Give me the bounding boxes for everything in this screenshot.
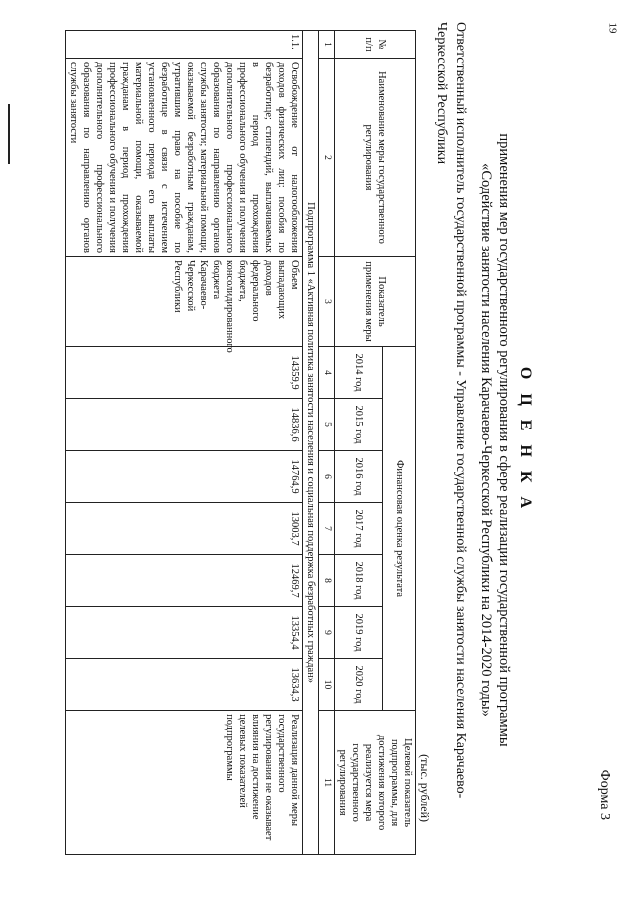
header-year: 2014 год: [335, 347, 383, 399]
responsible-executor: Ответственный исполнитель государственной программы - Управление государственной службы занятости населения Карачаево-Черкесской Республики: [434, 22, 468, 799]
header-year: 2016 год: [335, 451, 383, 503]
column-number: 4: [319, 347, 335, 399]
page-number: 19: [606, 22, 619, 34]
header-indicator: Показатель применения меры: [335, 257, 416, 347]
assessment-table: [65, 30, 416, 855]
value-2018: 12469,7: [66, 555, 303, 607]
form-label: Форма 3: [597, 769, 612, 820]
column-number: 5: [319, 399, 335, 451]
subprogram-heading: Подпрограмма 1 «Активная политика занятости населения и социальная поддержка безработных граждан»: [303, 31, 319, 855]
rotated-document: [10, 0, 620, 880]
table-row: [66, 31, 303, 855]
value-2016: 14764,9: [66, 451, 303, 503]
value-2014: 14359,9: [66, 347, 303, 399]
header-name: Наименование меры государственного регулирования: [335, 59, 416, 257]
title-line-1: применения мер государственного регулирования в сфере реализации государственной программы: [496, 133, 512, 747]
header-year: 2018 год: [335, 555, 383, 607]
header-year: 2019 год: [335, 607, 383, 659]
title-line-2: «Содействие занятости населения Карачаево-Черкесской Республики на 2014-2020 годы»: [478, 163, 494, 717]
column-number: 11: [319, 711, 335, 855]
value-2020: 13634,3: [66, 659, 303, 711]
column-number: 2: [319, 59, 335, 257]
header-year: 2015 год: [335, 399, 383, 451]
target-indicator: Реализация данной меры государственного регулирования не оказывает влияния на достижение целевых показателей подпрограммы: [66, 711, 303, 855]
measure-indicator: Объем выпадающих доходов федерального бюджета, консолидированного бюджета Карачаево-Черкесской Республики: [66, 257, 303, 347]
header-num: № п/п: [335, 31, 416, 59]
column-number: 8: [319, 555, 335, 607]
document-heading: О Ц Е Н К А: [517, 366, 534, 514]
column-number: 1: [319, 31, 335, 59]
measure-name: Освобождение от налогообложения доходов физических лиц: пособия по безработице; стипендий, выплачиваемых в период прохождения профессионального обучения и получения дополнительного профессионального образования по направлению органов службы занятости; материальной помощи, оказываемой безработным гражданам, утратившим право на пособие по безработице в связи с истечением установленного периода его выплаты материальной помощи, оказываемой гражданам в период прохождения профессионального обучения и получения дополнительного профессионального образования по направлению органов службы занятости: [66, 59, 303, 257]
column-number: 10: [319, 659, 335, 711]
column-number: 6: [319, 451, 335, 503]
header-target: Целевой показатель подпрограммы, для достижения которого реализуется мера государственного регулирования: [335, 711, 416, 855]
column-number: 7: [319, 503, 335, 555]
units-label: (тыс. рублей): [418, 754, 432, 822]
value-2019: 13354,4: [66, 607, 303, 659]
value-2017: 13003,7: [66, 503, 303, 555]
row-number: 1.1.: [66, 31, 303, 59]
header-year: 2020 год: [335, 659, 383, 711]
header-financial: Финансовая оценка результата: [383, 347, 416, 711]
column-number: 3: [319, 257, 335, 347]
value-2015: 14836,6: [66, 399, 303, 451]
header-year: 2017 год: [335, 503, 383, 555]
column-number: 9: [319, 607, 335, 659]
